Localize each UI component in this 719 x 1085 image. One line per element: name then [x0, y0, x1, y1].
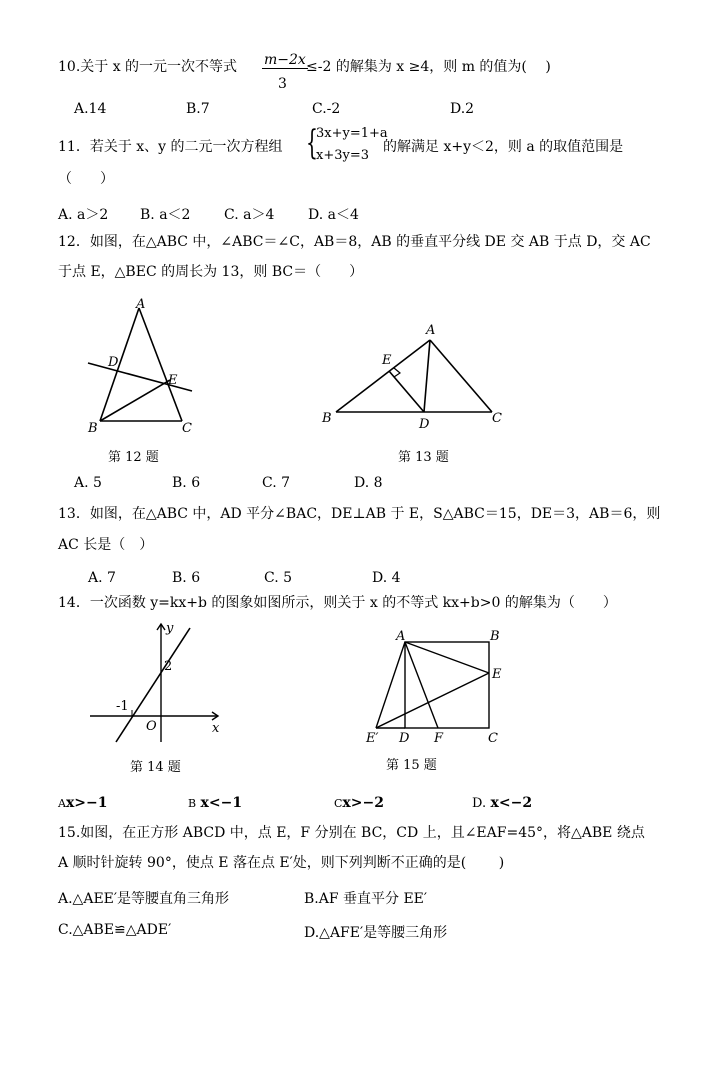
q10-option-c: C.-2: [312, 101, 341, 117]
fig15-label-f: F: [434, 731, 444, 746]
fig15-label-a: A: [396, 629, 406, 644]
q12-option-b: B. 6: [172, 475, 201, 491]
q10-option-d: D.2: [450, 101, 475, 117]
fig14-label-x: x: [212, 721, 220, 736]
q12-line-1: 12．如图，在△ABC 中，∠ABC＝∠C，AB＝8，AB 的垂直平分线 DE 交 AB 于点 D，交 AC: [58, 234, 651, 250]
q11-option-a: A. a＞2: [58, 207, 109, 223]
q14-option-c: Cx>−2: [334, 795, 384, 811]
fig13-label-e: E: [382, 353, 392, 368]
fig15-caption: 第 15 题: [386, 758, 437, 773]
fig14-label-y: y: [166, 621, 174, 636]
q14-option-b-math: x<−1: [200, 795, 243, 811]
fig12-label-b: B: [88, 421, 98, 436]
q10-option-a: A.14: [74, 101, 107, 117]
q10-text-pre: 10.关于 x 的一元一次不等式: [58, 59, 238, 75]
fig15-label-e-prime: E′: [366, 731, 379, 746]
q15-line-1: 15.如图，在正方形 ABCD 中，点 E，F 分别在 BC，CD 上，且∠EAF=45°，将△ABE 绕点: [58, 825, 645, 841]
fig15-label-c: C: [488, 731, 498, 746]
figure-15: [360, 626, 510, 751]
q15-line-2: A 顺时针旋转 90°，使点 E 落在点 E′处，则下列判断不正确的是( ): [58, 855, 505, 871]
fig12-label-d: D: [108, 355, 119, 370]
q14-option-d-math: x<−2: [490, 795, 533, 811]
q12-line-2: 于点 E，△BEC 的周长为 13，则 BC＝（ ）: [58, 264, 364, 280]
fig15-label-b: B: [490, 629, 500, 644]
q15-option-c: C.△ABE≌△ADE′: [58, 922, 172, 938]
q11-answer-paren: （ ）: [58, 171, 114, 187]
fig12-label-a: A: [136, 297, 146, 312]
fig14-label-2: 2: [164, 659, 173, 674]
figure-14: [84, 618, 234, 748]
q15-option-a: A.△AEE′是等腰直角三角形: [58, 891, 230, 907]
fig13-label-d: D: [419, 417, 430, 432]
q11-option-d: D. a＜4: [308, 207, 359, 223]
q11-option-b: B. a＜2: [140, 207, 191, 223]
fig15-label-d: D: [399, 731, 410, 746]
fig12-label-e: E: [168, 373, 178, 388]
q11-text-post: 的解满足 x+y＜2，则 a 的取值范围是: [383, 139, 624, 155]
fig14-caption: 第 14 题: [130, 760, 181, 775]
q11-equation-1: 3x+y=1+a: [316, 126, 388, 141]
q13-line-1: 13．如图，在△ABC 中，AD 平分∠BAC，DE⊥AB 于 E，S△ABC＝15，DE＝3，AB＝6，则: [58, 506, 661, 522]
fig13-label-b: B: [322, 411, 332, 426]
q14-option-a-math: x>−1: [65, 795, 108, 811]
q14-option-b: B x<−1: [188, 795, 243, 811]
q10-option-b: B.7: [186, 101, 210, 117]
fig13-label-a: A: [426, 323, 436, 338]
figure-13: [318, 318, 508, 433]
q13-option-a: A. 7: [88, 570, 116, 586]
fig13-caption: 第 13 题: [398, 450, 449, 465]
q10-fraction-numerator: m−2x: [264, 52, 306, 68]
fig12-label-c: C: [182, 421, 192, 436]
q11-equation-2: x+3y=3: [316, 148, 370, 163]
q13-option-d: D. 4: [372, 570, 401, 586]
q11-option-c: C. a＞4: [224, 207, 275, 223]
fig12-caption: 第 12 题: [108, 450, 159, 465]
q15-option-d: D.△AFE′是等腰三角形: [304, 925, 448, 941]
q15-option-b: B.AF 垂直平分 EE′: [304, 891, 428, 907]
q13-option-c: C. 5: [264, 570, 293, 586]
fig15-label-e: E: [492, 667, 502, 682]
figure-12: [80, 296, 210, 436]
q12-option-c: C. 7: [262, 475, 291, 491]
fig14-label-neg1: -1: [116, 699, 129, 714]
q14-line-1: 14．一次函数 y=kx+b 的图象如图所示，则关于 x 的不等式 kx+b>0 的解集为（ ）: [58, 595, 617, 611]
q13-option-b: B. 6: [172, 570, 201, 586]
q12-option-a: A. 5: [74, 475, 102, 491]
fig14-label-origin: O: [146, 719, 157, 734]
q11-text-pre: 11．若关于 x、y 的二元一次方程组: [58, 139, 283, 155]
q14-option-d: D. x<−2: [472, 795, 533, 811]
q12-option-d: D. 8: [354, 475, 383, 491]
q14-option-a: Ax>−1: [58, 795, 108, 811]
fig13-label-c: C: [492, 411, 502, 426]
q14-option-c-math: x>−2: [342, 795, 384, 811]
q13-line-2: AC 长是（ ）: [58, 537, 154, 553]
q10-fraction-denominator: 3: [278, 76, 287, 92]
q10-text-post: ≤-2 的解集为 x ≥4，则 m 的值为( ): [306, 59, 551, 75]
q11-brace: {: [306, 123, 318, 163]
